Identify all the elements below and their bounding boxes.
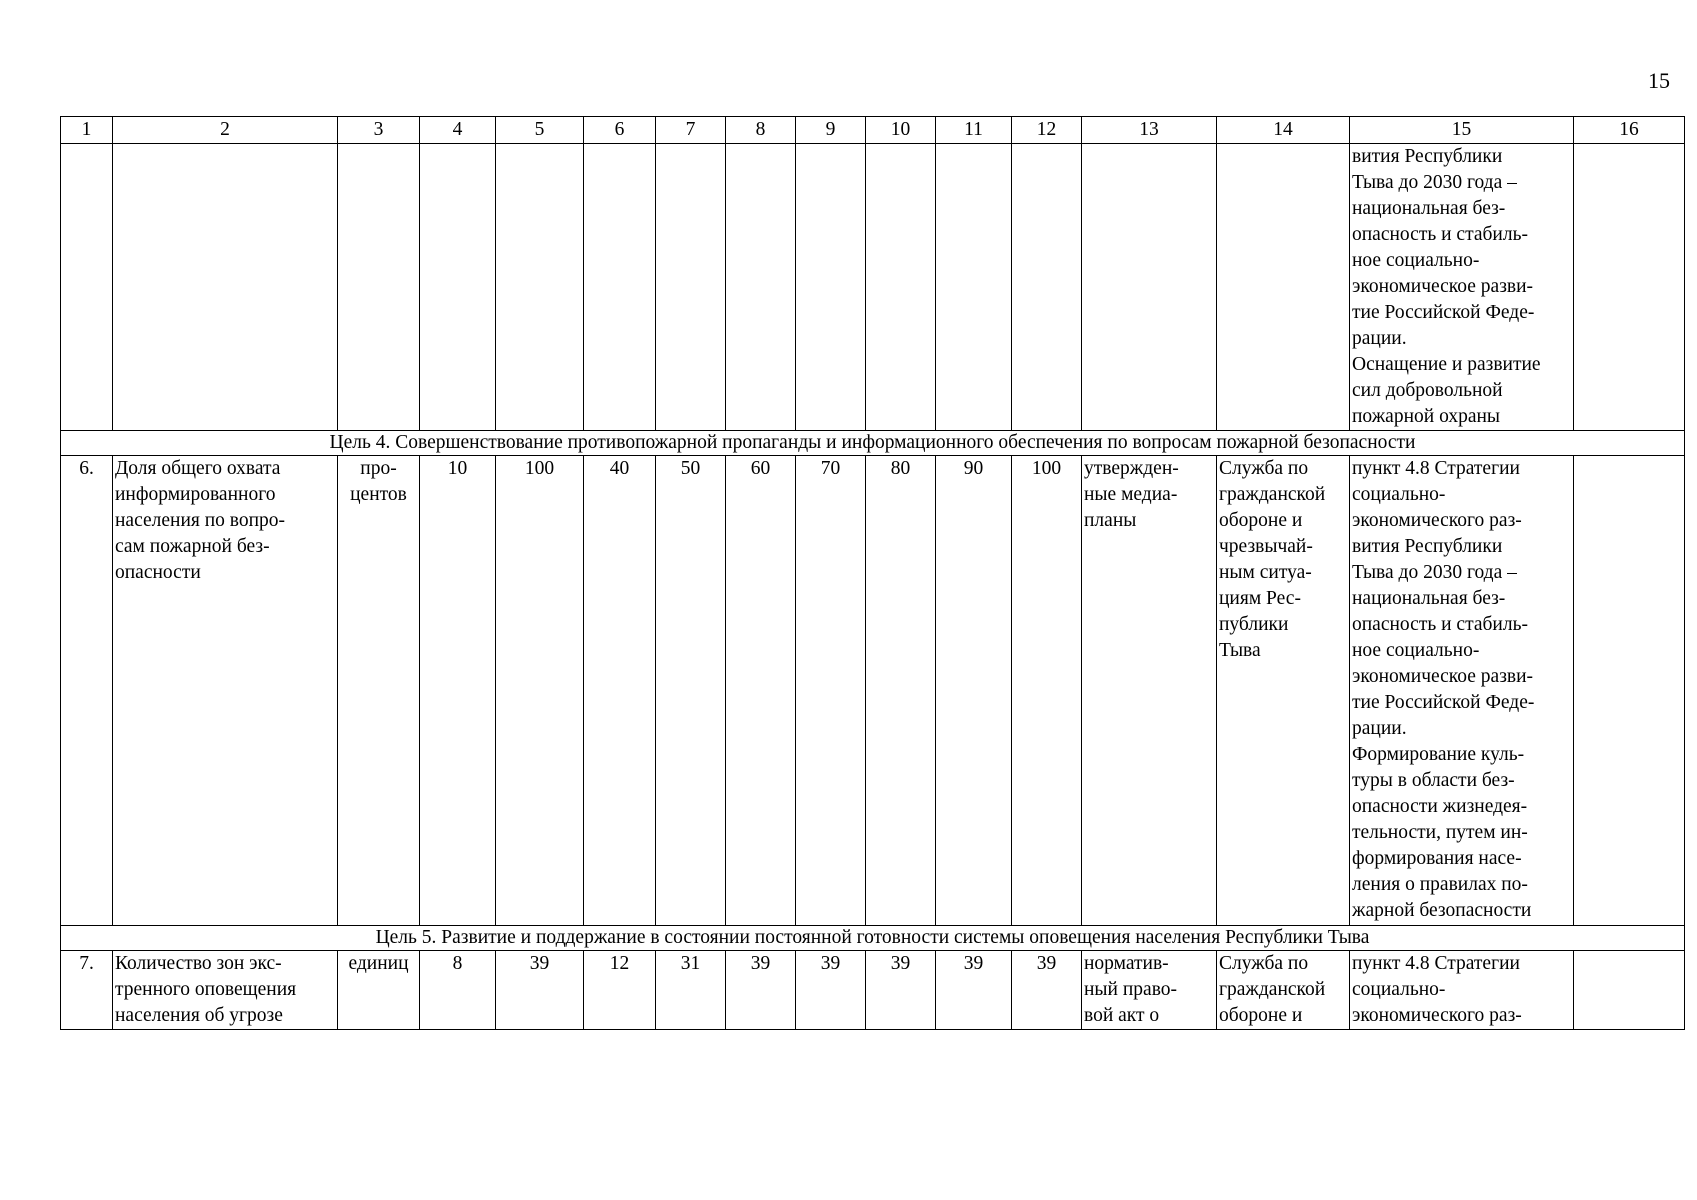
row-number: 7.: [61, 951, 113, 1030]
value-cell: 40: [584, 456, 656, 926]
cell: [866, 144, 936, 431]
col-header-12: 12: [1012, 117, 1082, 144]
value-cell: 31: [656, 951, 726, 1030]
indicator-name: Доля общего охвата информированного населения по вопро- сам пожарной без- опасности: [113, 456, 338, 926]
value-cell: 100: [1012, 456, 1082, 926]
value-cell: 39: [866, 951, 936, 1030]
value-cell: 39: [496, 951, 584, 1030]
value-cell: 80: [866, 456, 936, 926]
cell: [338, 144, 420, 431]
col-header-15: 15: [1350, 117, 1574, 144]
indicators-table: [60, 116, 1685, 1030]
cell: [656, 144, 726, 431]
value-cell: 10: [420, 456, 496, 926]
goal-5-title: Цель 5. Развитие и поддержание в состоянии постоянной готовности системы оповещения населения Республики Тыва: [61, 926, 1685, 951]
col-header-2: 2: [113, 117, 338, 144]
cell: [61, 144, 113, 431]
cell: [420, 144, 496, 431]
col-header-11: 11: [936, 117, 1012, 144]
col-header-3: 3: [338, 117, 420, 144]
cell: [796, 144, 866, 431]
col-header-4: 4: [420, 117, 496, 144]
row-number: 6.: [61, 456, 113, 926]
cell: [1012, 144, 1082, 431]
cell: [496, 144, 584, 431]
value-cell: 8: [420, 951, 496, 1030]
goal-4-title: Цель 4. Совершенствование противопожарной пропаганды и информационного обеспечения по вопросам пожарной безопасности: [61, 431, 1685, 456]
col-header-6: 6: [584, 117, 656, 144]
cell: [584, 144, 656, 431]
indicator-row-6: [61, 456, 1685, 926]
responsible-body: Служба по гражданской обороне и чрезвычай- ным ситуа- циям Рес- публики Тыва: [1217, 456, 1350, 926]
unit: про- центов: [338, 456, 420, 926]
source-document: утвержден- ные медиа- планы: [1082, 456, 1217, 926]
value-cell: 39: [936, 951, 1012, 1030]
col-header-14: 14: [1217, 117, 1350, 144]
cell: [726, 144, 796, 431]
value-cell: 60: [726, 456, 796, 926]
value-cell: 90: [936, 456, 1012, 926]
goal-4-row: [61, 431, 1685, 456]
strategy-link-cell: вития Республики Тыва до 2030 года – национальная без- опасность и стабиль- ное социально- экономическое разви- тие Российской Феде- рации. Оснащение и развитие сил добровольной пожарной охраны: [1350, 144, 1574, 431]
page-number: 15: [1648, 68, 1670, 93]
cell: [1217, 144, 1350, 431]
strategy-link-cell: пункт 4.8 Стратегии социально- экономического раз- вития Республики Тыва до 2030 года – национальная без- опасность и стабиль- ное социально- экономическое разви- тие Российской Феде- рации. Формирование куль- туры в области без- опасности жизнедея- тельности, путем ин- формирования насе- ления о правилах по- жарной безопасности: [1350, 456, 1574, 926]
cell: [936, 144, 1012, 431]
value-cell: 50: [656, 456, 726, 926]
strategy-link-cell: пункт 4.8 Стратегии социально- экономического раз-: [1350, 951, 1574, 1030]
value-cell: 100: [496, 456, 584, 926]
col-header-8: 8: [726, 117, 796, 144]
value-cell: 39: [726, 951, 796, 1030]
col-header-13: 13: [1082, 117, 1217, 144]
extra-cell: [1574, 456, 1685, 926]
value-cell: 39: [796, 951, 866, 1030]
column-number-header-row: [61, 117, 1685, 144]
value-cell: 70: [796, 456, 866, 926]
col-header-16: 16: [1574, 117, 1685, 144]
responsible-body: Служба по гражданской обороне и: [1217, 951, 1350, 1030]
indicator-name: Количество зон экс- тренного оповещения населения об угрозе: [113, 951, 338, 1030]
col-header-9: 9: [796, 117, 866, 144]
indicator-row-7: [61, 951, 1685, 1030]
value-cell: 39: [1012, 951, 1082, 1030]
unit: единиц: [338, 951, 420, 1030]
cell: [1082, 144, 1217, 431]
col-header-10: 10: [866, 117, 936, 144]
value-cell: 12: [584, 951, 656, 1030]
cell: [1574, 144, 1685, 431]
col-header-1: 1: [61, 117, 113, 144]
col-header-5: 5: [496, 117, 584, 144]
source-document: норматив- ный право- вой акт о: [1082, 951, 1217, 1030]
cell: [113, 144, 338, 431]
goal-5-row: [61, 926, 1685, 951]
continuation-row: [61, 144, 1685, 431]
extra-cell: [1574, 951, 1685, 1030]
col-header-7: 7: [656, 117, 726, 144]
